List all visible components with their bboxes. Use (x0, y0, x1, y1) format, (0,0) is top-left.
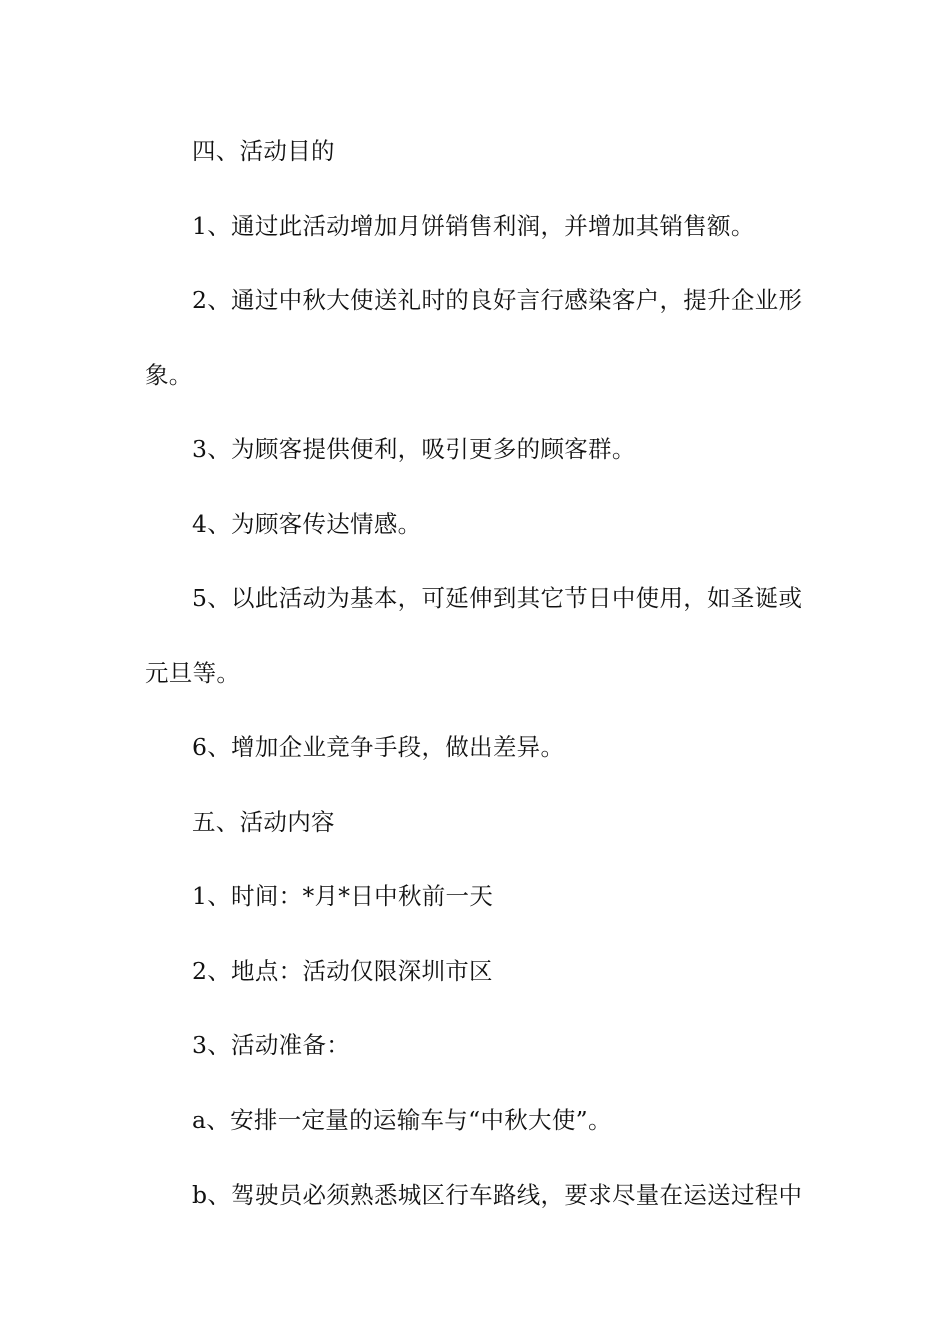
paragraph-line: 3、为顾客提供便利，吸引更多的顾客群。 (192, 435, 636, 463)
paragraph-continuation-line: 元旦等。 (145, 659, 241, 687)
paragraph-line: 1、时间：*月*日中秋前一天 (192, 882, 494, 910)
paragraph-line: 4、为顾客传达情感。 (192, 510, 422, 538)
paragraph-line: a、安排一定量的运输车与“中秋大使”。 (192, 1106, 612, 1134)
paragraph-line: 1、通过此活动增加月饼销售利润，并增加其销售额。 (192, 212, 755, 240)
paragraph-line: 2、通过中秋大使送礼时的良好言行感染客户，提升企业形 (192, 286, 803, 314)
section-heading-activity-content: 五、活动内容 (192, 808, 335, 836)
paragraph-continuation-line: 象。 (145, 361, 193, 389)
paragraph-line: 6、增加企业竞争手段，做出差异。 (192, 733, 565, 761)
paragraph-line: 3、活动准备： (192, 1031, 351, 1059)
paragraph-line: 2、地点：活动仅限深圳市区 (192, 957, 493, 985)
section-heading-activity-purpose: 四、活动目的 (192, 137, 335, 165)
paragraph-line: b、驾驶员必须熟悉城区行车路线，要求尽量在运送过程中 (192, 1181, 803, 1209)
paragraph-line: 5、以此活动为基本，可延伸到其它节日中使用，如圣诞或 (192, 584, 803, 612)
